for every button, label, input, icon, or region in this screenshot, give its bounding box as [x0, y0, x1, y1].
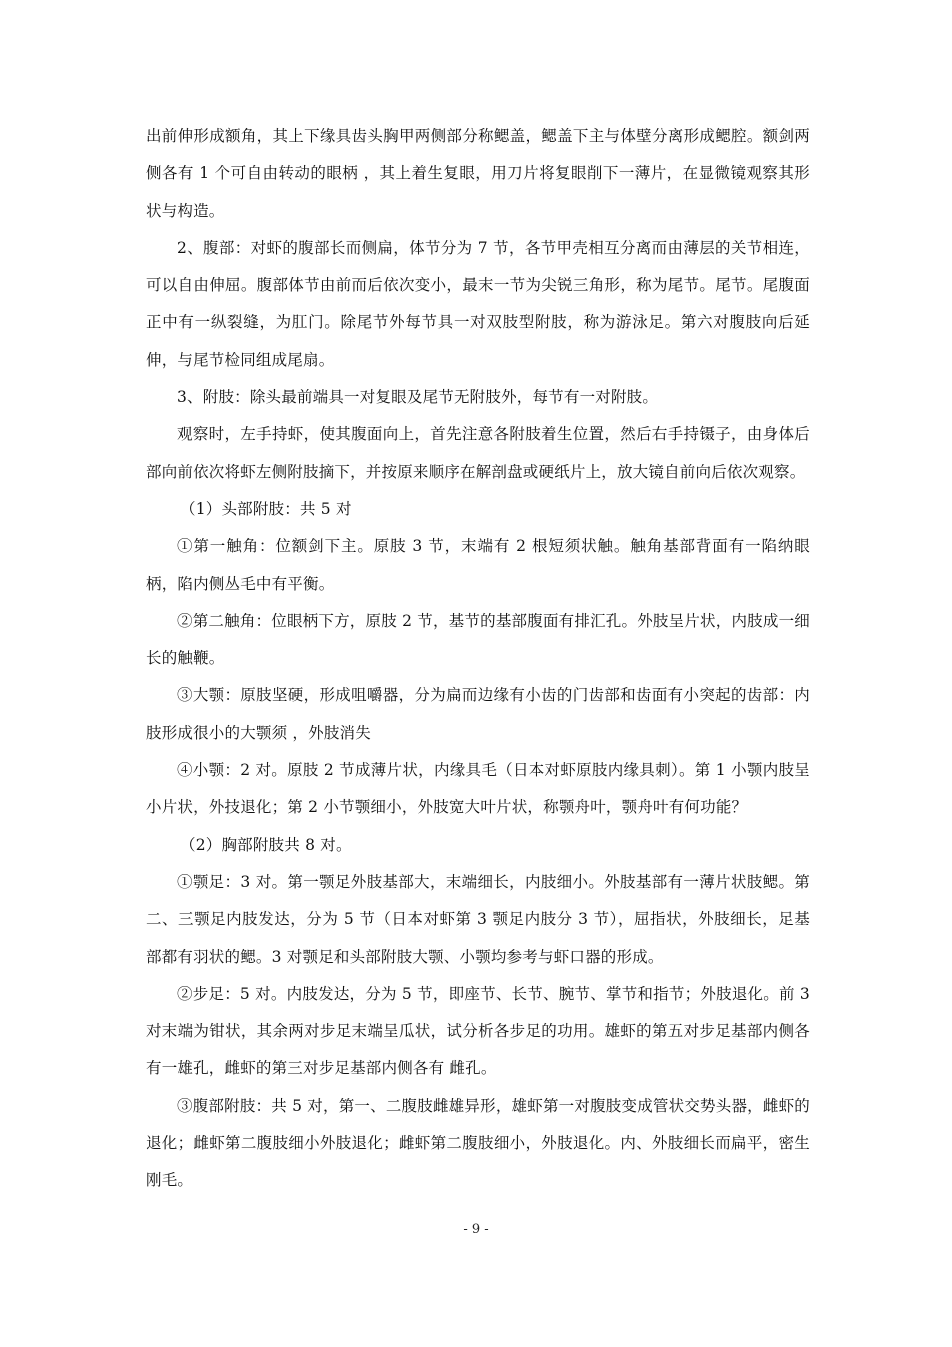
paragraph-continuation: 出前伸形成额角，其上下缘具齿头胸甲两侧部分称鳃盖，鳃盖下主与体壁分离形成鳃腔。额剑两侧各有 1 个可自由转动的眼柄 ，其上着生复眼，用刀片将复眼削下一薄片，在显微镜观察其形状与构造。 [146, 127, 810, 220]
heading-thoracic-appendages: （2）胸部附肢共 8 对。 [180, 835, 352, 854]
page-number: - 9 - [463, 1222, 489, 1237]
paragraph-first-antenna: ①第一触角：位额剑下主。原肢 3 节，末端有 2 根短须状触。触角基部背面有一陷纳眼柄，陷内侧丛毛中有平衡。 [146, 537, 810, 593]
paragraph-abdominal-appendages: ③腹部附肢：共 5 对，第一、二腹肢雌雄异形，雄虾第一对腹肢变成管状交势头器，雌虾的退化；雌虾第二腹肢细小外肢退化；雌虾第二腹肢细小，外肢退化。内、外肢细长而扁平，密生刚毛。 [146, 1096, 810, 1190]
paragraph-maxillipeds: ①颚足：3 对。第一颚足外肢基部大，末端细长，内肢细小。外肢基部有一薄片状肢鳃。第二、三颚足内肢发达，分为 5 节（日本对虾第 3 颚足内肢分 3 节），屈指状，外肢细长，足基部都有羽状的鳃。3 对颚足和头部附肢大颚、小颚均参考与虾口器的形成。 [146, 872, 810, 966]
paragraph-maxilla: ④小颚：2 对。原肢 2 节成薄片状，内缘具毛（日本对虾原肢内缘具刺）。第 1 小颚内肢呈小片状，外技退化；第 2 小节颚细小，外肢宽大叶片状，称颚舟叶，颚舟叶有何功能？ [146, 761, 810, 817]
paragraph-abdomen: 2、腹部：对虾的腹部长而侧扁，体节分为 7 节，各节甲壳相互分离而由薄层的关节相连，可以自由伸屈。腹部体节由前而后依次变小，最末一节为尖锐三角形，称为尾节。尾节。尾腹面正中有一纵裂缝，为肛门。除尾节外每节具一对双肢型附肢，称为游泳足。第六对腹肢向后延伸，与尾节检同组成尾扇。 [146, 238, 810, 369]
paragraph-walking-legs: ②步足：5 对。内肢发达，分为 5 节，即座节、长节、腕节、掌节和指节；外肢退化。前 3 对末端为钳状，其余两对步足末端呈瓜状，试分析各步足的功用。雄虾的第五对步足基部内侧各有一雄孔，雌虾的第三对步足基部内侧各有 雌孔。 [146, 984, 810, 1078]
paragraph-appendages: 3、附肢：除头最前端具一对复眼及尾节无附肢外，每节有一对附肢。 [177, 388, 659, 407]
paragraph-observation: 观察时，左手持虾，使其腹面向上，首先注意各附肢着生位置，然后右手持镊子，由身体后部向前依次将虾左侧附肢摘下，并按原来顺序在解剖盘或硬纸片上，放大镜自前向后依次观察。 [146, 425, 810, 481]
paragraph-mandible: ③大颚：原肢坚硬，形成咀嚼器，分为扁而边缘有小齿的门齿部和齿面有小突起的齿部：内肢形成很小的大颚须 ，外肢消失 [146, 686, 810, 742]
paragraph-second-antenna: ②第二触角：位眼柄下方，原肢 2 节，基节的基部腹面有排汇孔。外肢呈片状，内肢成一细长的触鞭。 [146, 611, 810, 668]
body-text [146, 118, 810, 1200]
heading-head-appendages: （1）头部附肢：共 5 对 [180, 499, 352, 518]
